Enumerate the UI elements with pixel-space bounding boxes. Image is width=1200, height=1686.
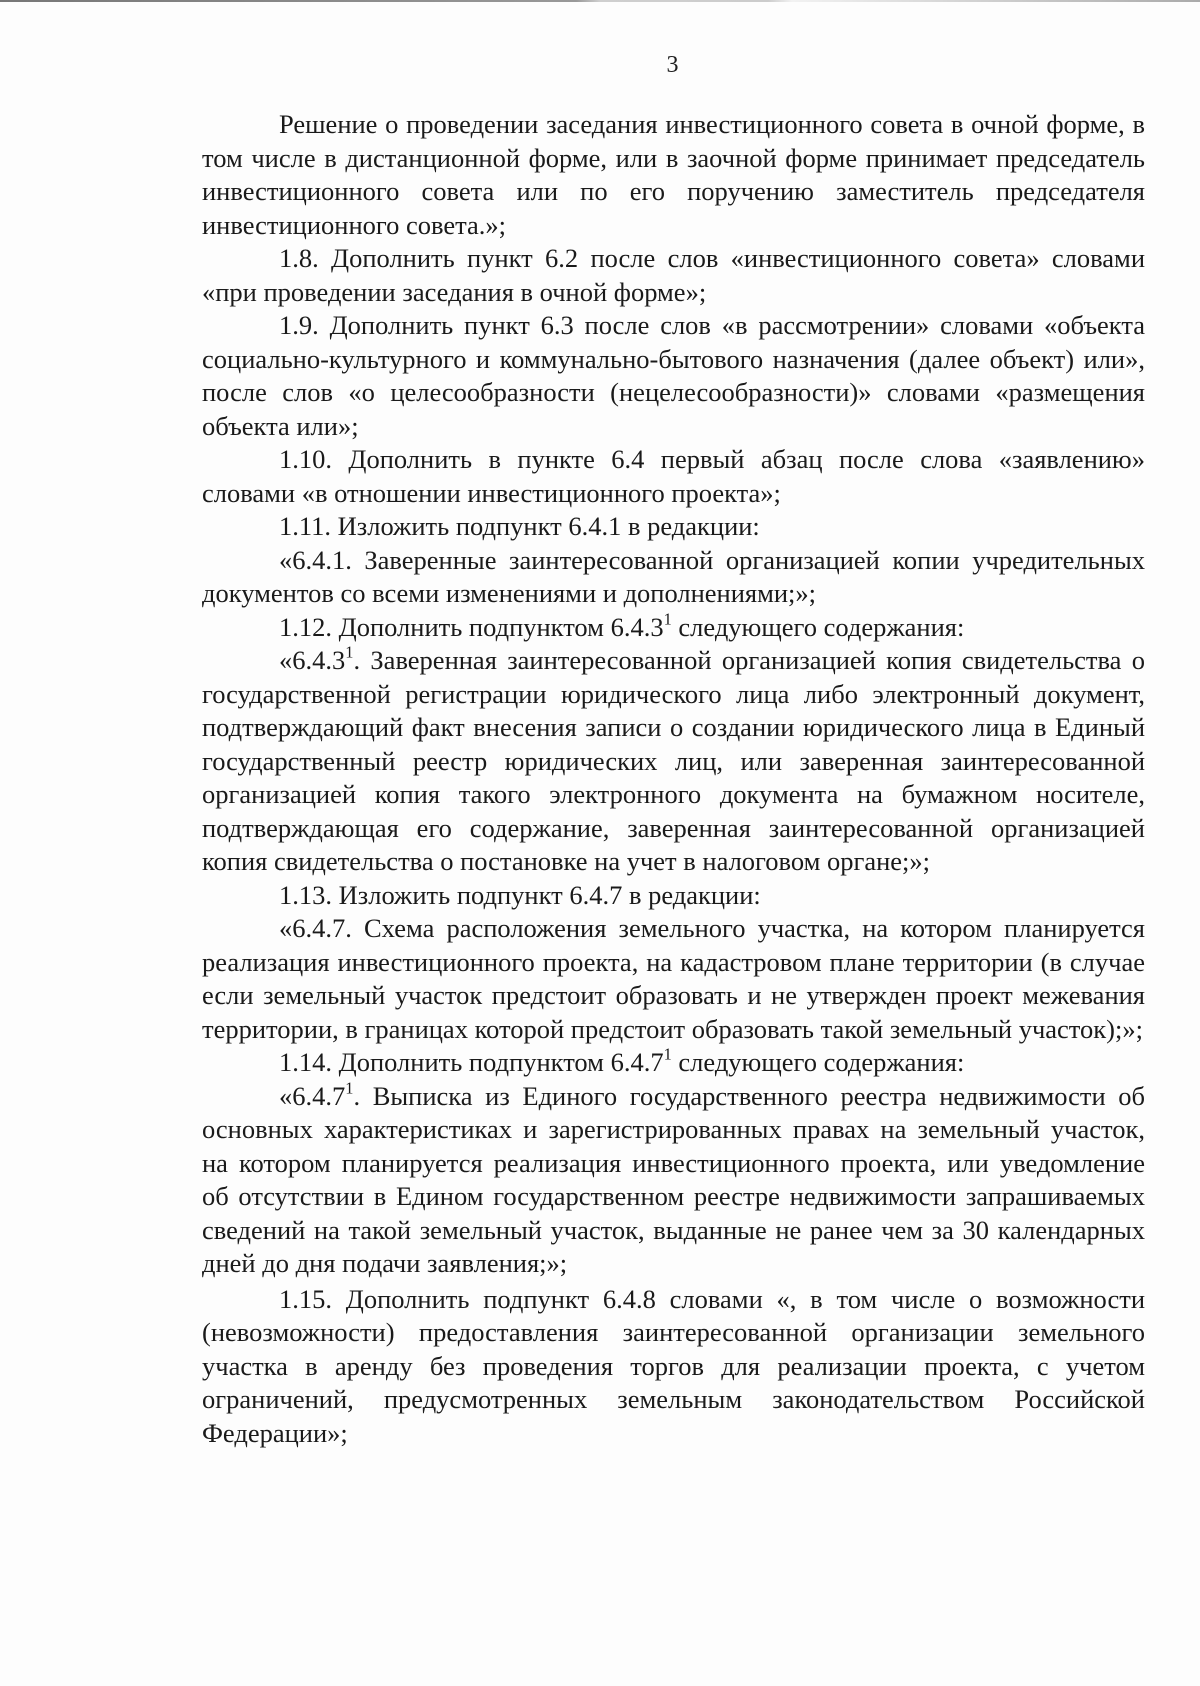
paragraph-decision-form: Решение о проведении заседания инвестиционного совета в очной форме, в том числе в дистанционной форме, или в заочной форме принимает председатель инвестиционного совета или по его поручению заместитель председателя инвестиционного совета.»; — [202, 109, 1145, 240]
superscript-index: 1 — [345, 1078, 354, 1097]
paragraph-6-4-3-1-text: . Заверенная заинтересованной организацией копия свидетельства о государственной регистрации юридического лица либо электронный документ, подтверждающий факт внесения записи о создании юридического лица в Единый государственный реестр юридических лиц, или заверенная заинтересованной организацией копия такого электронного документа на бумажном носителе, подтверждающая его содержание, заверенная заинтересованной организацией копия свидетельства о постановке на учет в налоговом органе;»; — [202, 645, 1145, 876]
superscript-index: 1 — [663, 1044, 672, 1064]
paragraph-1-14 — [202, 1046, 1145, 1080]
paragraph-1-14-text: 1.14. Дополнить подпунктом 6.4.7 — [279, 1047, 664, 1077]
paragraph-1-12-tail: следующего содержания: — [671, 611, 965, 642]
page-number: 3 — [666, 52, 679, 78]
paragraph-1-9: 1.9. Дополнить пункт 6.3 после слов «в рассмотрении» словами «объекта социально-культурного и коммунально-бытового назначения (далее объект) или», после слов «о целесообразности (нецелесообразности)» словами «размещения объекта или»; — [202, 310, 1145, 441]
paragraph-1-8: 1.8. Дополнить пункт 6.2 после слов «инвестиционного совета» словами «при проведении заседания в очной форме»; — [202, 243, 1145, 307]
paragraph-1-12 — [202, 611, 1145, 645]
paragraph-1-12-text: 1.12. Дополнить подпунктом 6.4.3 — [279, 611, 664, 642]
paragraph-6-4-1: «6.4.1. Заверенные заинтересованной организацией копии учредительных документов со всеми изменениями и дополнениями;»; — [202, 544, 1145, 608]
paragraph-1-15: 1.15. Дополнить подпункт 6.4.8 словами «, в том числе о возможности (невозможности) предоставления заинтересованной организации земельного участка в аренду без проведения торгов для реализации проекта, с учетом ограничений, предусмотренных земельным законодательством Российской Федерации»; — [202, 1283, 1145, 1448]
superscript-index: 1 — [663, 609, 672, 628]
paragraph-6-4-3-1 — [202, 644, 1145, 879]
paragraph-6-4-7: «6.4.7. Схема расположения земельного участка, на котором планируется реализация инвестиционного проекта, на кадастровом плане территории (в случае если земельный участок предстоит образовать и не утвержден проект межевания территории, в границах которой предстоит образовать такой земельный участок);»; — [202, 913, 1145, 1044]
scan-top-edge — [0, 0, 1200, 2]
paragraph-1-13: 1.13. Изложить подпункт 6.4.7 в редакции: — [279, 879, 761, 910]
paragraph-6-4-3-1-lead: «6.4.3 — [279, 645, 346, 675]
paragraph-1-10: 1.10. Дополнить в пункте 6.4 первый абзац после слова «заявлению» словами «в отношении инвестиционного проекта»; — [202, 444, 1145, 508]
document-body — [202, 108, 1145, 1450]
paragraph-6-4-7-1-lead: «6.4.7 — [279, 1080, 346, 1111]
paragraph-1-11: 1.11. Изложить подпункт 6.4.1 в редакции: — [279, 511, 760, 541]
paragraph-1-14-tail: следующего содержания: — [671, 1047, 965, 1077]
superscript-index: 1 — [345, 642, 354, 662]
paragraph-6-4-7-1-text: . Выписка из Единого государственного реестра недвижимости об основных характеристиках и зарегистрированных правах на земельный участок, на котором планируется реализация инвестиционного проекта, или уведомление об отсутствии в Едином государственном реестре недвижимости запрашиваемых сведений на такой земельный участок, выданные не ранее чем за 30 календарных дней до дня подачи заявления;»; — [202, 1080, 1145, 1278]
paragraph-6-4-7-1 — [202, 1080, 1145, 1281]
